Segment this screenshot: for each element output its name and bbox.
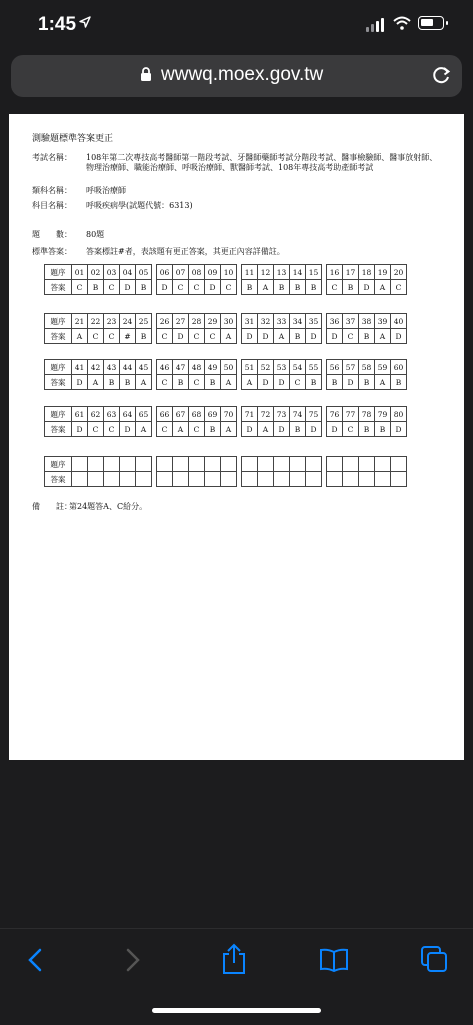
answer-cell: C [157,329,173,344]
question-number-cell: 31 [242,314,258,329]
answer-cell: C [104,280,120,295]
question-number-cell: 74 [290,407,306,422]
question-number-cell: 61 [72,407,88,422]
answer-cell: C [104,329,120,344]
answer-cell: C [221,280,237,295]
question-number-cell: 37 [343,314,359,329]
question-number-cell: 23 [104,314,120,329]
url-text[interactable]: wwwq.moex.gov.tw [161,64,324,85]
answer-cell: C [327,280,343,295]
question-row [45,407,407,422]
answer-cell: C [157,422,173,437]
answer-cell: C [189,422,205,437]
answer-cell: C [290,375,306,390]
question-number-cell: 70 [221,407,237,422]
answer-cell: D [306,329,322,344]
answer-cell: A [375,280,391,295]
question-row-label: 題序 [45,314,72,329]
answer-row-label: 答案 [45,422,72,437]
answer-cell: D [327,329,343,344]
answer-cell: A [375,375,391,390]
answer-row-label: 答案 [45,375,72,390]
answer-row-label: 答案 [45,472,72,487]
question-number-cell: 16 [327,265,343,280]
question-number-cell: 30 [221,314,237,329]
question-number-cell: 52 [258,360,274,375]
answer-table [44,313,407,344]
question-row-label: 題序 [45,360,72,375]
question-number-cell: 51 [242,360,258,375]
question-number-cell: 77 [343,407,359,422]
question-number-cell [88,457,104,472]
question-number-cell: 76 [327,407,343,422]
question-row [45,265,407,280]
answer-cell: # [120,329,136,344]
question-number-cell: 02 [88,265,104,280]
forward-icon[interactable] [124,947,142,978]
document-title: 測驗題標準答案更正 [32,134,114,144]
question-number-cell: 04 [120,265,136,280]
question-number-cell: 54 [290,360,306,375]
question-number-cell [290,457,306,472]
question-number-cell: 06 [157,265,173,280]
question-number-cell: 64 [120,407,136,422]
question-number-cell: 42 [88,360,104,375]
answer-cell: D [205,280,221,295]
answer-cell [306,472,322,487]
question-number-cell: 75 [306,407,322,422]
question-number-cell: 44 [120,360,136,375]
answer-cell: A [221,375,237,390]
answer-cell: C [173,280,189,295]
question-number-cell: 11 [242,265,258,280]
question-number-cell: 48 [189,360,205,375]
status-time: 1:45 [38,14,77,35]
question-number-cell: 35 [306,314,322,329]
question-number-cell: 26 [157,314,173,329]
home-indicator[interactable] [152,1008,321,1013]
question-number-cell: 55 [306,360,322,375]
answer-cell: C [391,280,407,295]
answer-cell: D [343,375,359,390]
answer-cell [221,472,237,487]
document-page [9,114,464,760]
question-number-cell: 67 [173,407,189,422]
question-number-cell: 38 [359,314,375,329]
question-number-cell [274,457,290,472]
subject-label: 科目名稱： [32,201,72,210]
question-number-cell: 41 [72,360,88,375]
answer-cell [274,472,290,487]
answer-cell: D [391,329,407,344]
question-number-cell: 10 [221,265,237,280]
answer-row [45,329,407,344]
answer-cell: B [173,375,189,390]
question-number-cell [258,457,274,472]
answer-cell: D [258,329,274,344]
standard-answer-value: 答案標註#者，表該題有更正答案，其更正內容詳備註。 [86,247,285,256]
answer-cell: B [306,375,322,390]
answer-cell: A [221,422,237,437]
question-number-cell: 27 [173,314,189,329]
question-number-cell [306,457,322,472]
bookmarks-icon[interactable] [319,948,349,977]
question-number-cell: 46 [157,360,173,375]
question-number-cell: 05 [136,265,152,280]
question-number-cell: 18 [359,265,375,280]
answer-cell: A [173,422,189,437]
answer-cell [189,472,205,487]
answer-cell: C [343,329,359,344]
answer-cell: B [359,422,375,437]
back-icon[interactable] [26,947,44,978]
answer-row [45,280,407,295]
question-number-cell [375,457,391,472]
question-number-cell: 34 [290,314,306,329]
reload-icon[interactable] [431,65,452,91]
answer-cell: B [205,422,221,437]
answer-cell [120,472,136,487]
question-number-cell: 15 [306,265,322,280]
answer-cell [205,472,221,487]
question-number-cell: 65 [136,407,152,422]
wifi-icon [393,16,411,35]
answer-cell [157,472,173,487]
share-icon[interactable] [221,943,247,980]
count-value: 80題 [86,230,105,239]
answer-cell: A [274,329,290,344]
answer-cell: D [72,422,88,437]
question-number-cell: 66 [157,407,173,422]
category-label: 類科名稱： [32,186,72,195]
location-arrow-icon [79,15,91,33]
question-number-cell [136,457,152,472]
question-number-cell: 62 [88,407,104,422]
question-number-cell: 08 [189,265,205,280]
answer-cell: B [306,280,322,295]
answer-cell: A [258,422,274,437]
question-number-cell: 78 [359,407,375,422]
answer-cell: A [136,422,152,437]
answer-row-label: 答案 [45,280,72,295]
answer-cell [88,472,104,487]
answer-cell: D [258,375,274,390]
answer-cell: C [157,375,173,390]
question-number-cell: 19 [375,265,391,280]
answer-cell: A [242,375,258,390]
answer-cell: B [359,375,375,390]
answer-cell: D [391,422,407,437]
answer-cell: C [343,422,359,437]
answer-cell: D [157,280,173,295]
question-number-cell [205,457,221,472]
answer-cell: B [104,375,120,390]
note-value: 第24題答A、C給分。 [69,502,148,511]
question-number-cell: 07 [173,265,189,280]
question-number-cell: 43 [104,360,120,375]
question-number-cell: 80 [391,407,407,422]
question-number-cell: 59 [375,360,391,375]
answer-cell: A [136,375,152,390]
question-row [45,314,407,329]
question-row-label: 題序 [45,457,72,472]
answer-cell: C [88,329,104,344]
status-bar [0,0,473,50]
answer-cell: D [242,422,258,437]
question-number-cell: 33 [274,314,290,329]
answer-cell: B [391,375,407,390]
question-number-cell: 29 [205,314,221,329]
question-number-cell: 71 [242,407,258,422]
question-number-cell: 53 [274,360,290,375]
question-number-cell [173,457,189,472]
cellular-signal-icon [366,18,386,32]
question-number-cell: 17 [343,265,359,280]
answer-cell [104,472,120,487]
question-number-cell: 24 [120,314,136,329]
lock-icon [140,67,152,87]
question-number-cell [72,457,88,472]
answer-cell: D [327,422,343,437]
answer-cell: C [88,422,104,437]
answer-cell: B [290,280,306,295]
standard-answer-label: 標準答案： [32,247,72,256]
answer-cell: C [189,375,205,390]
answer-cell: D [120,280,136,295]
question-number-cell: 40 [391,314,407,329]
question-number-cell: 14 [290,265,306,280]
category-value: 呼吸治療師 [86,186,126,195]
answer-cell [343,472,359,487]
subject-value: 呼吸疾病學(試題代號：6313) [86,201,193,210]
answer-cell: B [242,280,258,295]
answer-cell: B [290,329,306,344]
question-number-cell [157,457,173,472]
answer-cell [290,472,306,487]
answer-cell [136,472,152,487]
answer-cell: B [327,375,343,390]
answer-cell: B [136,280,152,295]
question-number-cell: 47 [173,360,189,375]
answer-cell: D [274,422,290,437]
answer-cell: A [221,329,237,344]
question-number-cell [359,457,375,472]
question-number-cell [391,457,407,472]
question-number-cell: 45 [136,360,152,375]
answer-cell: B [290,422,306,437]
question-number-cell [104,457,120,472]
question-number-cell: 57 [343,360,359,375]
answer-cell: D [242,329,258,344]
note-label: 備 註： [32,502,72,511]
answer-cell: A [375,329,391,344]
question-number-cell [242,457,258,472]
answer-cell [375,472,391,487]
question-number-cell [120,457,136,472]
question-number-cell: 49 [205,360,221,375]
question-number-cell: 73 [274,407,290,422]
address-bar[interactable] [11,55,462,97]
answer-cell: C [205,329,221,344]
question-number-cell: 01 [72,265,88,280]
answer-table [44,264,407,295]
question-number-cell: 20 [391,265,407,280]
answer-cell: B [120,375,136,390]
answer-cell: A [72,329,88,344]
answer-cell: C [72,280,88,295]
question-number-cell: 60 [391,360,407,375]
answer-cell [258,472,274,487]
question-number-cell: 09 [205,265,221,280]
answer-cell: A [258,280,274,295]
answer-cell [391,472,407,487]
answer-row [45,422,407,437]
question-number-cell: 25 [136,314,152,329]
question-number-cell: 36 [327,314,343,329]
question-number-cell: 69 [205,407,221,422]
answer-row [45,472,407,487]
exam-label: 考試名稱： [32,153,72,162]
answer-cell [173,472,189,487]
question-number-cell: 28 [189,314,205,329]
answer-cell: B [274,280,290,295]
battery-icon [418,16,444,30]
question-number-cell [189,457,205,472]
question-number-cell: 22 [88,314,104,329]
question-row-label: 題序 [45,265,72,280]
question-row [45,457,407,472]
answer-cell [359,472,375,487]
answer-table [44,359,407,390]
question-number-cell: 56 [327,360,343,375]
question-number-cell [221,457,237,472]
question-row-label: 題序 [45,407,72,422]
question-number-cell: 72 [258,407,274,422]
question-number-cell: 03 [104,265,120,280]
answer-cell: A [88,375,104,390]
question-number-cell: 12 [258,265,274,280]
answer-cell: C [104,422,120,437]
question-number-cell [343,457,359,472]
answer-cell: D [72,375,88,390]
answer-cell: C [189,329,205,344]
question-number-cell: 39 [375,314,391,329]
tabs-icon[interactable] [420,945,448,978]
answer-cell: B [136,329,152,344]
exam-value: 108年第二次專技高考醫師第一階段考試、牙醫師藥師考試分階段考試、醫事檢驗師、醫事放射師、物理治療師、職能治療師、呼吸治療師、獸醫師考試、108年專技高考助產師考試 [86,153,438,172]
question-number-cell: 58 [359,360,375,375]
question-number-cell: 21 [72,314,88,329]
answer-cell: D [173,329,189,344]
answer-cell [72,472,88,487]
answer-table [44,456,407,487]
question-number-cell [327,457,343,472]
question-number-cell: 50 [221,360,237,375]
answer-cell [242,472,258,487]
answer-table [44,406,407,437]
answer-cell: D [274,375,290,390]
answer-cell [327,472,343,487]
answer-row-label: 答案 [45,329,72,344]
answer-cell: B [88,280,104,295]
answer-cell: B [359,329,375,344]
question-row [45,360,407,375]
question-number-cell: 13 [274,265,290,280]
count-label: 題 數： [32,230,72,239]
answer-cell: B [343,280,359,295]
answer-row [45,375,407,390]
answer-cell: C [189,280,205,295]
answer-cell: D [359,280,375,295]
question-number-cell: 68 [189,407,205,422]
question-number-cell: 79 [375,407,391,422]
answer-cell: B [375,422,391,437]
answer-cell: B [205,375,221,390]
answer-cell: D [120,422,136,437]
question-number-cell: 63 [104,407,120,422]
answer-cell: D [306,422,322,437]
question-number-cell: 32 [258,314,274,329]
